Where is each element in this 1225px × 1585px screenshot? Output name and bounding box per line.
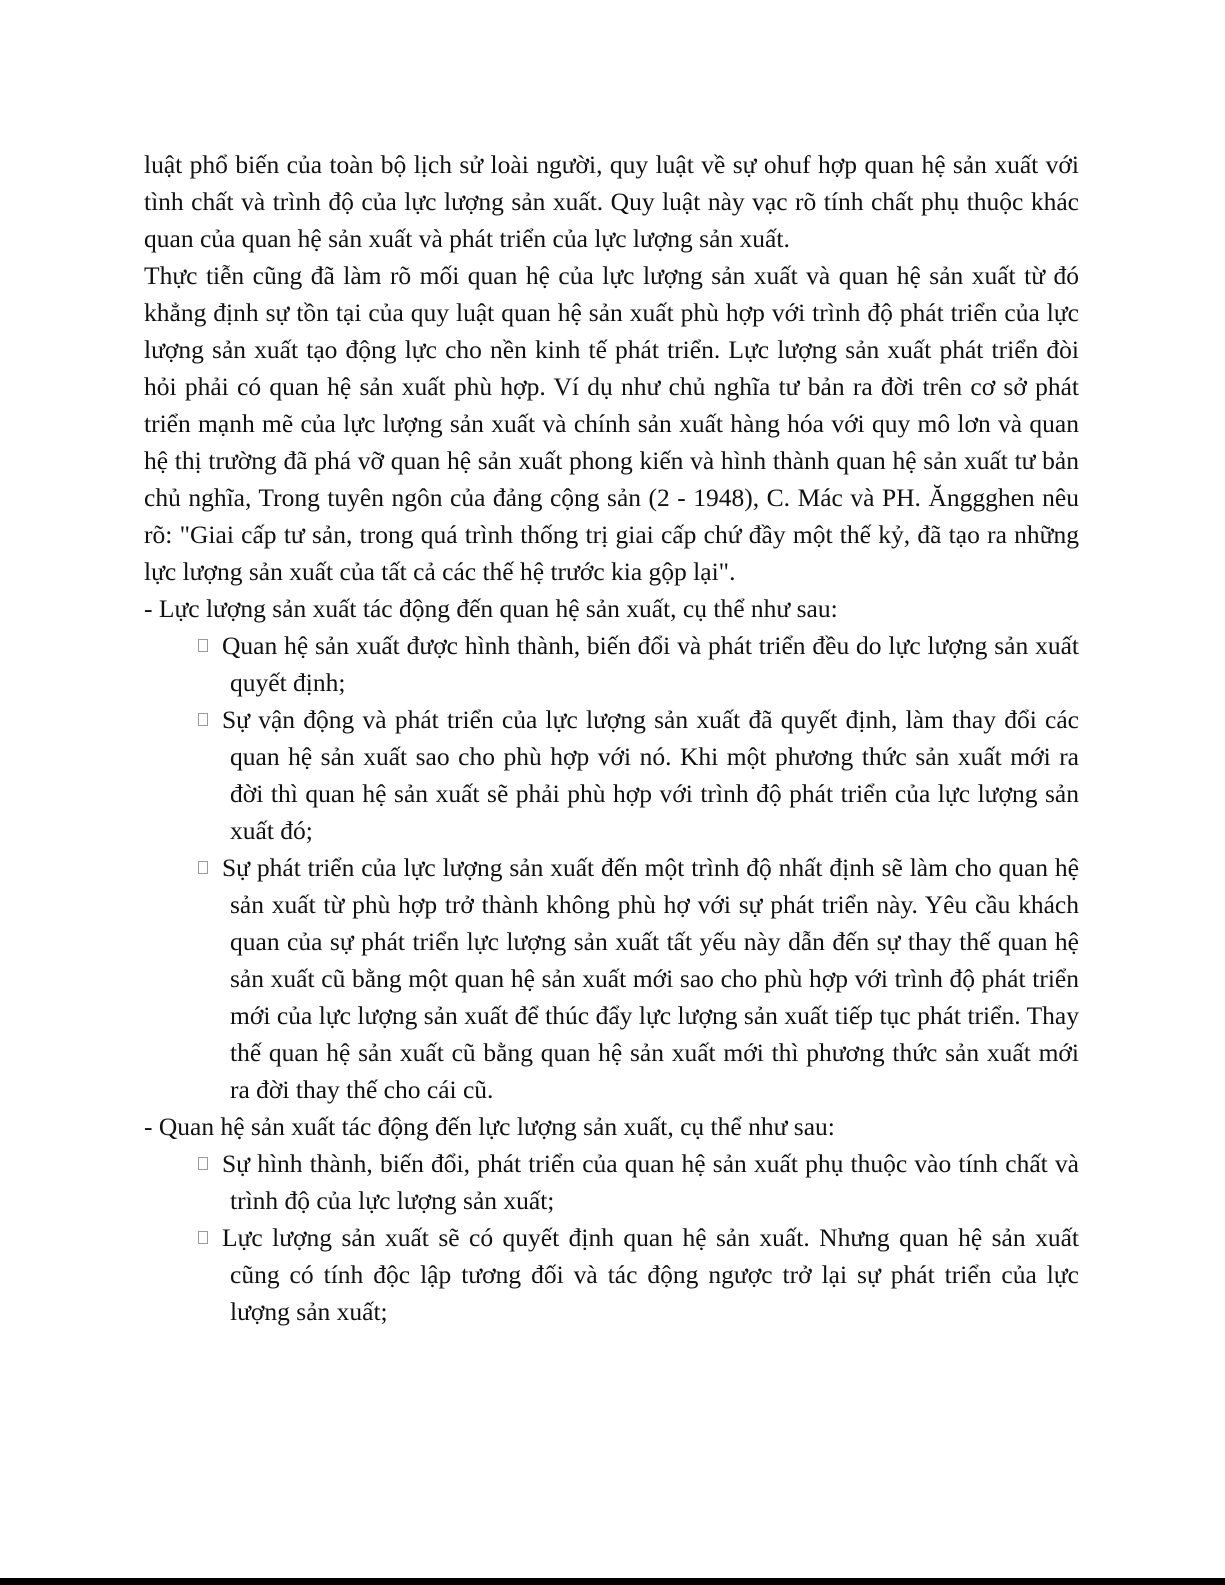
list-item bbox=[144, 1145, 1079, 1219]
list-item bbox=[144, 1219, 1079, 1330]
bullet-list bbox=[144, 627, 1079, 1108]
list-item-text: Sự phát triển của lực lượng sản xuất đến một trình độ nhất định sẽ làm cho quan hệ sản xuất từ phù hợp trở thành không phù hợ với sự phát triển này. Yêu cầu khách quan của sự phát triển lực lượng sản xuất tất yếu này dẫn đến sự thay thế quan hệ sản xuất cũ bằng một quan hệ sản xuất mới sao cho phù hợp với trình độ phát triển mới của lực lượng sản xuất để thúc đẩy lực lượng sản xuất tiếp tục phát triển. Thay thế quan hệ sản xuất cũ bằng quan hệ sản xuất mới thì phương thức sản xuất mới ra đời thay thế cho cái cũ. bbox=[222, 853, 1079, 1104]
section-heading: - Quan hệ sản xuất tác động đến lực lượng sản xuất, cụ thể như sau: bbox=[144, 1112, 835, 1141]
list-item-text: Sự hình thành, biến đổi, phát triển của quan hệ sản xuất phụ thuộc vào tính chất và trình độ của lực lượng sản xuất; bbox=[222, 1149, 1079, 1215]
document-body bbox=[144, 146, 1079, 1330]
list-item bbox=[144, 849, 1079, 1108]
list-item bbox=[144, 627, 1079, 701]
section-heading: - Lực lượng sản xuất tác động đến quan hệ sản xuất, cụ thể như sau: bbox=[144, 594, 838, 623]
bullet-box-icon bbox=[198, 639, 208, 652]
page-bottom-border bbox=[0, 1578, 1225, 1585]
bullet-box-icon bbox=[198, 1157, 208, 1170]
bullet-list bbox=[144, 1145, 1079, 1330]
list-item-text: Lực lượng sản xuất sẽ có quyết định quan hệ sản xuất. Nhưng quan hệ sản xuất cũng có tính độc lập tương đối và tác động ngược trở lại sự phát triển của lực lượng sản xuất; bbox=[222, 1223, 1079, 1326]
bullet-box-icon bbox=[198, 861, 208, 874]
paragraph: Thực tiễn cũng đã làm rõ mối quan hệ của lực lượng sản xuất và quan hệ sản xuất từ đó khẳng định sự tồn tại của quy luật quan hệ sản xuất phù hợp với trình độ phát triển của lực lượng sản xuất tạo động lực cho nền kinh tế phát triển. Lực lượng sản xuất phát triển đòi hỏi phải có quan hệ sản xuất phù hợp. Ví dụ như chủ nghĩa tư bản ra đời trên cơ sở phát triển mạnh mẽ của lực lượng sản xuất và chính sản xuất hàng hóa với quy mô lơn và quan hệ thị trường đã phá vỡ quan hệ sản xuất phong kiến và hình thành quan hệ sản xuất tư bản chủ nghĩa, Trong tuyên ngôn của đảng cộng sản (2 - 1948), C. Mác và PH. Ănggghen nêu rõ: "Giai cấp tư sản, trong quá trình thống trị giai cấp chứ đầy một thế kỷ, đã tạo ra những lực lượng sản xuất của tất cả các thế hệ trước kia gộp lại". bbox=[144, 261, 1079, 586]
list-item-text: Sự vận động và phát triển của lực lượng sản xuất đã quyết định, làm thay đổi các quan hệ sản xuất sao cho phù hợp với nó. Khi một phương thức sản xuất mới ra đời thì quan hệ sản xuất sẽ phải phù hợp với trình độ phát triển của lực lượng sản xuất đó; bbox=[222, 705, 1079, 845]
list-item bbox=[144, 701, 1079, 849]
bullet-box-icon bbox=[198, 1231, 208, 1244]
paragraph: luật phổ biến của toàn bộ lịch sử loài người, quy luật về sự ohuf hợp quan hệ sản xuất với tình chất và trình độ của lực lượng sản xuất. Quy luật này vạc rõ tính chất phụ thuộc khác quan của quan hệ sản xuất và phát triển của lực lượng sản xuất. bbox=[144, 150, 1079, 253]
bullet-box-icon bbox=[198, 713, 208, 726]
list-item-text: Quan hệ sản xuất được hình thành, biến đổi và phát triển đều do lực lượng sản xuất quyết định; bbox=[222, 631, 1079, 697]
